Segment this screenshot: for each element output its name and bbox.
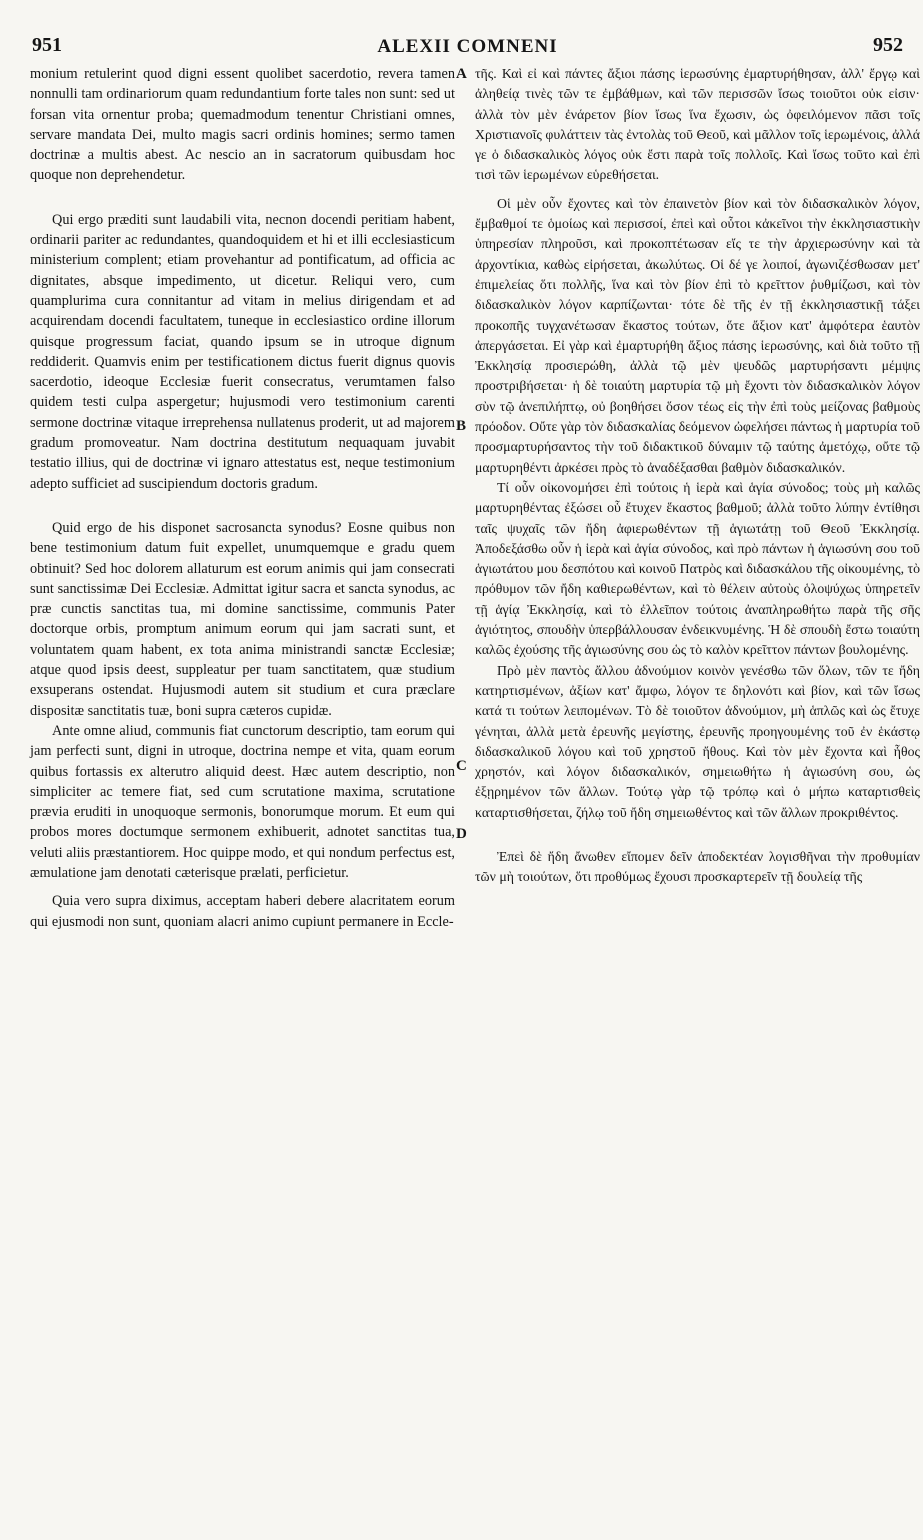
greek-paragraph: Πρὸ μὲν παντὸς ἄλλου ἀδνούμιον κοινὸν γενέσθω τῶν ὅλων, τῶν τε ἤδη κατηρτισμένων, ἀξίων κατ' ἄμφω, λόγον τε δηλονότι καὶ βίον, καὶ τῶν ἴσως κατά τι τούτων λειπομένων. Τὸ δὲ τοιοῦτον ἀδνούμιον, μὴ ἁπλῶς καὶ ὡς ἔτυχε γένηται, ἀλλὰ μετὰ ἐρευνῆς μεγίστης, ἐρευνῆς προηγουμένης τοῦ ἐν ἑκάστῳ διδασκαλικοῦ λόγου καὶ τοῦ χρηστοῦ ἤθους. Καὶ τὸν μὲν ἔχοντα καὶ ἦθος χρηστόν, καὶ λόγον διδασκαλικόν, σημειωθήτω ἡ ἁγιωσύνη σου, ὡς ἐξῃρημένον τῶν ἄλλων. Τούτῳ γὰρ τῷ τρόπῳ καὶ ὁ μήπω καταρτισθεὶς καταρτισθήσεται, ζήλῳ τοῦ ἤδη σημειωθέντος καὶ τῶν ἄλλων προκριθέντος.: [475, 662, 920, 820]
margin-marker-c: C: [456, 758, 467, 774]
running-title: ALEXII COMNENI: [377, 36, 558, 57]
latin-paragraph: Quid ergo de his disponet sacrosancta synodus? Eosne quibus non bene testimonium datum fuit expellet, unumquemque e gradu quem obtinuit? Sed hoc dolorem allaturum est eorum animis qui jam consecrati sunt sanctissimæ Dei Ecclesiæ. Admittat igitur sacra et sancta synodus, ac præ cunctis sanctitas tua, mi domine sanctissime, communis Pater doctorque orbis, promptum animum eorum qui jam sacrati sunt, et voluntatem quam habent, ex tota anima ministrandi sanctæ Ecclesiæ; atque quod ipsis deest, suppleatur per tuam sanctitatem, quæ studium exsuperans ostendat. Hujusmodi autem sit studium et cura præclare dispositæ sanctitatis tuæ, boni supra cæteros cupidæ.: [30, 519, 455, 719]
page-header: [26, 34, 909, 62]
margin-marker-b: B: [456, 418, 467, 434]
page-number-left: 951: [32, 34, 62, 56]
margin-marker-d: D: [456, 826, 467, 842]
greek-paragraph: Ἐπεὶ δὲ ἤδη ἄνωθεν εἴπομεν δεῖν ἀποδεκτέαν λογισθῆναι τὴν προθυμίαν τῶν μὴ τοιούτων, ὅτι προθύμως ἔχουσι προσκαρτερεῖν τῇ δουλείᾳ τῆς: [475, 848, 920, 885]
greek-paragraph: Οἱ μὲν οὖν ἔχοντες καὶ τὸν ἐπαινετὸν βίον καὶ τὸν διδασκαλικὸν λόγον, ἔμβαθμοί τε ὁμοίως καὶ περισσοί, ἐπεὶ καὶ οὗτοι κἀκεῖνοι τὴν ἐκκλησιαστικὴν ὑπηρεσίαν πληροῦσι, καὶ προκοπτέτωσαν εἴς τε τὴν ἀρχιερωσύνην καὶ τὰ ἀρχοντίκια, καθὼς εἰρήσεται, ἀκωλύτως. Οἱ δέ γε λοιποί, ἀγωνιζέσθωσαν μετ' ἐπιμελείας ὅτι πολλῆς, ἵνα καὶ τὸν βίον ἐπὶ τὸ κρεῖττον ῥυθμίζωσι, καὶ τὸν διδασκαλικὸν λόγον καρπίζωνται· τότε δὲ τῆς ἐν τῇ ἐκκλησιαστικῇ τάξει προκοπῆς τυγχανέτωσαν ἕκαστος τούτων, ὅτε ἄξιον κατ' ἀμφότερα ἑαυτὸν ἀπεργάσεται. Εἰ γὰρ καὶ ἐμαρτυρήθη ἄξιος πάσης ἱερωσύνης, καὶ διὰ τοῦτο τῇ Ἐκκλησίᾳ προσιερώθη, ἀλλὰ τῷ μὲν ψευδῶς μαρτυρήσαντι μέμψις προστριβήσεται· ἡ δὲ τοιαύτη μαρτυρία τῷ μὴ ἔχοντι τὸν διδασκαλικὸν λόγον σὺν τῷ ἀνεπιλήπτῳ, οὐ βοηθήσει ὅσον τέως εἰς τὴν ἐπὶ τοὺς μείζονας βαθμοὺς πρόοδον. Οὔτε γὰρ τὸν διδασκαλίας δεόμενον ὠφελήσει πάντως ἡ μαρτυρία τοῦ προσμαρτυρήσαντος τὴν τοῦ διδακτικοῦ δύναμιν τῷ ταύτης ἀμετόχῳ, οὔτε τῷ μαρτυρηθέντι ἀρκέσει πρὸς τὸ ἀναδέξασθαι βαθμὸν διδασκαλικόν.: [475, 195, 920, 475]
greek-column: [475, 64, 920, 888]
page-number-right: 952: [873, 34, 903, 56]
latin-paragraph: Ante omne aliud, communis fiat cunctorum descriptio, tam eorum qui jam perfecti sunt, digni in utroque, doctrina nempe et vita, quam eorum quibus fortassis ex alterutro aliquid deest. Hæc autem descriptio, non simpliciter ac temere fiat, sed cum scrutatione maxima, scrutatione prævia eruditi in unoquoque sermonis, bonorumque morum. Et eum qui probos mores doctumque sermonem exhibuerit, adnotet sanctitas tua, veluti aliis præstantiorem. Hoc quippe modo, et qui nondum perfectus est, æmulatione jam denotati cæterisque prælati, perficietur.: [30, 722, 455, 881]
greek-paragraph: τῆς. Καὶ εἰ καὶ πάντες ἄξιοι πάσης ἱερωσύνης ἐμαρτυρήθησαν, ἀλλ' ἔργῳ καὶ ἀληθείᾳ τινὲς τῶν τε ἐμβάθμων, καὶ τῶν περισσῶν ἴσως τοιοῦτοι οὐκ εἰσιν· ἀλλὰ τὸν μὲν ἐνάρετον βίον ἴσως ἵνα ἔχωσιν, ὡς ὀφειλόμενον πᾶσι τοῖς Χριστιανοῖς φυλάττειν τὰς ἐντολὰς τοῦ Θεοῦ, καὶ μᾶλλον τοῖς ἱερωμένοις, ἀλλά γε ὁ διδασκαλικὸς λόγος οὐκ ἔστι παρὰ τοῖς πολλοῖς. Καὶ ἴσως τοῦτο καὶ ἐπὶ τισὶ τῶν ἱερωμένων εὑρεθήσεται.: [475, 66, 920, 183]
latin-column: [30, 64, 455, 932]
margin-marker-a: A: [456, 66, 467, 82]
latin-paragraph: monium retulerint quod digni essent quolibet sacerdotio, revera tamen nonnulli tam ordinariorum quam redundantium forte tales non sunt: sed ut forsan vita ornentur proba; quemadmodum tenentur Christiani omnes, servare mandata Dei, multo magis sacri ordinis homines; sermo tamen doctrinæ a multis abest. Ac nescio an in sacratorum quibusdam hoc quoque non deprehendetur.: [30, 66, 455, 184]
latin-paragraph: Quia vero supra diximus, acceptam haberi debere alacritatem eorum qui ejusmodi non sunt, quoniam alacri animo cupiunt permanere in Eccle-: [30, 893, 455, 930]
latin-paragraph: Qui ergo præditi sunt laudabili vita, necnon docendi peritiam habent, ordinarii pariter ac redundantes, quandoquidem et hi et illi ecclesiasticum ministerium complent; etiam provehantur ad pontificatum, ad officia ac dignitates, absque impedimento, ut dicetur. Reliqui vero, cum quamplurima cura connitantur ad vitam in melius dirigendam et ad acquirendam docendi facultatem, tuneque in ecclesiastico ordine illorum quisque progressum faciat, quando ipsum se in utroque dignum reddiderit. Quamvis enim per testificationem dictus fuerit dignus quovis sacerdotio, ideoque Ecclesiæ fuerit consecratus, verumtamen falso quidem testi culpa aspergetur; hujusmodi vero testimonium carenti sermone doctrinæ vitaque irreprehensa nullatenus proderit, ut ad majorem gradum promoveatur. Nam doctrina destitutum nequaquam juvabit testatio illius, qui de doctrinæ vi ignaro attestatus est, neque testimonium adepto sufficiet ad suscipiendum doctoris gradum.: [30, 211, 455, 492]
greek-paragraph: Τί οὖν οἰκονομήσει ἐπὶ τούτοις ἡ ἱερὰ καὶ ἁγία σύνοδος; τοὺς μὴ καλῶς μαρτυρηθέντας ἐξώσει οὗ ἔτυχεν ἕκαστος βαθμοῦ; ἀλλὰ τοῦτο λύπην ἐντίθησι ταῖς ψυχαῖς τῶν ἤδη ἀφιερωθέντων τῇ ἁγιωτάτῃ τοῦ Θεοῦ Ἐκκλησίᾳ. Ἀποδεξάσθω οὖν ἡ ἱερὰ καὶ ἁγία σύνοδος, καὶ πρὸ πάντων ἡ ἁγιωσύνη σου τοῦ ἁγιωτάτου μου δεσπότου καὶ κοινοῦ Πατρὸς καὶ διδασκάλου τῆς οἰκουμένης, τὸ πρόθυμον τῶν ἤδη καθιερωθέντων, καὶ τὸ θέλειν αὐτοὺς ὁλοψύχως ὑπηρετεῖν τῇ ἁγίᾳ Ἐκκλησίᾳ, καὶ τὸ ἐλλεῖπον τούτοις ἀναπληρωθήτω παρὰ τῆς σῆς ἁγιότητος, σπουδὴν ὑπερβάλλουσαν ἐνδεικνυμένης. Ἡ δὲ σπουδὴ ἔστω τοιαύτη καλῶς ἐχούσης τῆς ἁγιωσύνης σου ὡς τὸ καλὸν κρεῖττον πάντων βουλομένης.: [475, 479, 920, 658]
